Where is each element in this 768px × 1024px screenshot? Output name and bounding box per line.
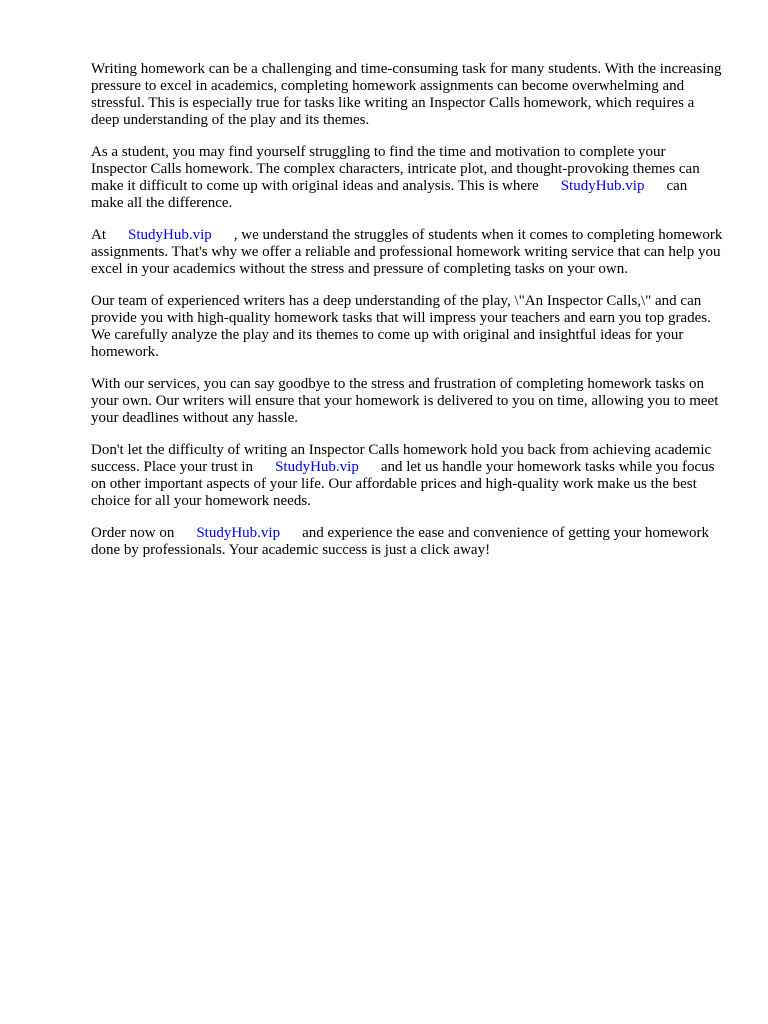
paragraph-struggle-text: As a student, you may find yourself struggling to find the time and motivation to complete your Inspector Calls homework. The complex characters, intricate plot, and thought-provoking themes can make it difficult to come up with original ideas and analysis. This is where [91,144,700,194]
paragraph-intro: Writing homework can be a challenging and time-consuming task for many students. With the increasing pressure to excel in academics, completing homework assignments can become overwhelming and stressful. This is especially true for tasks like writing an Inspector Calls homework, which requires a deep understanding of the play and its themes. [91,61,722,128]
paragraph-trust-text-end: and let us handle your homework tasks while you focus on other important aspects of your life. Our affordable prices and high-quality work make us the best choice for all your homework needs. [91,459,715,509]
paragraph-order [91,525,723,559]
paragraph-service [91,227,723,278]
paragraph-order-text-end: and experience the ease and convenience of getting your homework done by professionals. Your academic success is just a click away! [91,525,710,558]
paragraph-service-text-end: , we understand the struggles of students when it comes to completing homework assignments. That's why we offer a reliable and professional homework writing service that can help you excel in your academics without the stress and pressure of completing tasks on your own. [91,227,723,277]
paragraph-struggle-text-end: can make all the difference. [91,178,688,211]
paragraph-trust-text: Don't let the difficulty of writing an Inspector Calls homework hold you back from achieving academic success. Place your trust in [91,442,712,475]
paragraph-writers: Our team of experienced writers has a deep understanding of the play, \"An Inspector Calls,\" and can provide you with high-quality homework tasks that will impress your teachers and earn you top grades. We carefully analyze the play and its themes to come up with original and insightful ideas for your homework. [91,293,711,360]
studyhub-link[interactable]: StudyHub.vip [128,227,212,243]
paragraph-order-text: Order now on [91,525,175,541]
paragraph-deadlines: With our services, you can say goodbye to the stress and frustration of completing homework tasks on your own. Our writers will ensure that your homework is delivered to you on time, allowing you to meet your deadlines without any hassle. [91,376,719,426]
paragraph-service-text: At [91,227,106,243]
document-body [91,61,723,574]
studyhub-link[interactable]: StudyHub.vip [560,178,645,194]
studyhub-link[interactable]: StudyHub.vip [196,525,281,541]
studyhub-link[interactable]: StudyHub.vip [275,459,359,475]
paragraph-struggle [91,144,723,212]
paragraph-trust [91,442,723,510]
